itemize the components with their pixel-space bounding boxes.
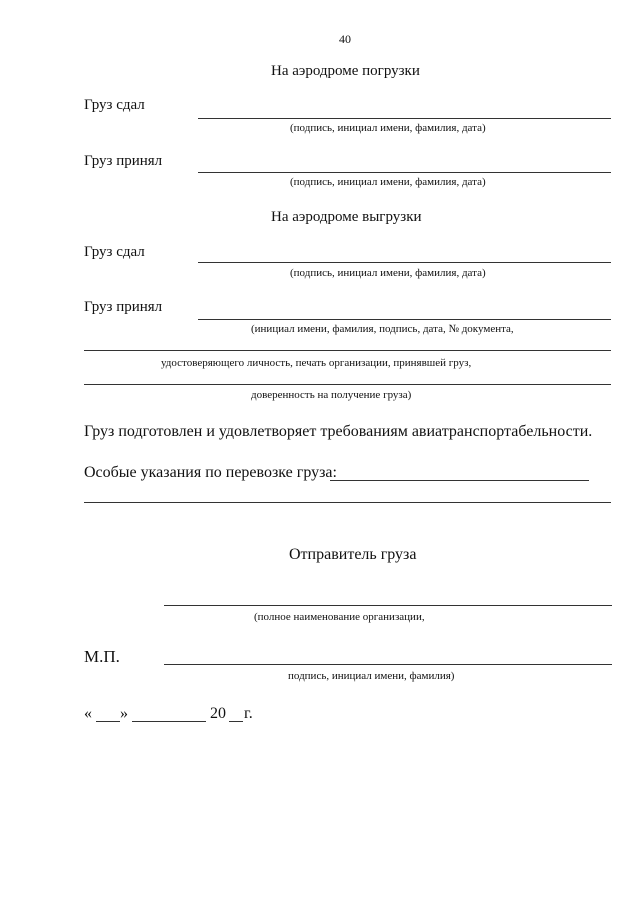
unloading-received-line-2[interactable] (84, 350, 611, 351)
sender-heading: Отправитель груза (289, 546, 417, 563)
loading-handed-label: Груз сдал (84, 97, 145, 113)
special-instructions-label: Особые указания по перевозке груза: (84, 464, 337, 481)
date-day-line[interactable] (96, 721, 120, 722)
loading-handed-line[interactable] (198, 118, 611, 119)
date-year-line[interactable] (229, 721, 243, 722)
unloading-received-caption-2: удостоверяющего личность, печать организации, принявшей груз, (161, 357, 472, 369)
unloading-received-line[interactable] (198, 319, 611, 320)
stamp-label: М.П. (84, 647, 120, 666)
page-number: 40 (339, 32, 351, 46)
sender-org-caption: (полное наименование организации, (254, 611, 425, 623)
loading-handed-caption: (подпись, инициал имени, фамилия, дата) (290, 122, 486, 134)
special-instructions-line[interactable] (330, 480, 589, 481)
unloading-received-caption-3: доверенность на получение груза) (251, 389, 412, 401)
special-instructions-line-2[interactable] (84, 502, 611, 503)
loading-received-line[interactable] (198, 172, 611, 173)
unloading-received-label: Груз принял (84, 299, 163, 315)
loading-received-caption: (подпись, инициал имени, фамилия, дата) (290, 176, 486, 188)
sender-signature-line[interactable] (164, 664, 612, 665)
loading-received-label: Груз принял (84, 153, 163, 169)
unloading-handed-label: Груз сдал (84, 244, 145, 260)
unloading-handed-line[interactable] (198, 262, 611, 263)
date-year-suffix: г. (244, 705, 253, 722)
unloading-received-line-3[interactable] (84, 384, 611, 385)
unloading-handed-caption: (подпись, инициал имени, фамилия, дата) (290, 267, 486, 279)
unloading-received-caption-1: (инициал имени, фамилия, подпись, дата, № документа, (251, 323, 514, 335)
unloading-heading: На аэродроме выгрузки (271, 209, 422, 225)
date-month-line[interactable] (132, 721, 206, 722)
cargo-ready-statement: Груз подготовлен и удовлетворяет требованиям авиатранспортабельности. (84, 423, 593, 440)
date-open-quote: « (84, 705, 92, 722)
date-year-prefix: 20 (210, 705, 226, 722)
sender-org-line[interactable] (164, 605, 612, 606)
sender-signature-caption: подпись, инициал имени, фамилия) (288, 670, 455, 682)
loading-heading: На аэродроме погрузки (271, 63, 420, 79)
date-close-quote: » (120, 705, 128, 722)
